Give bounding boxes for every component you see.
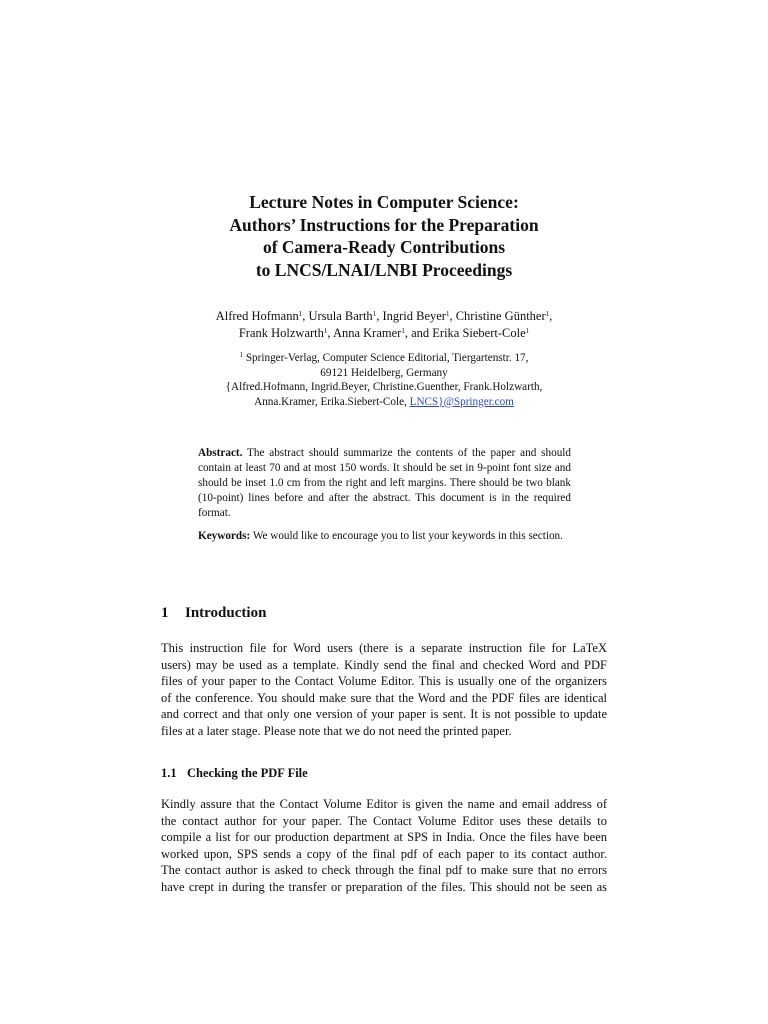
abstract-paragraph (198, 446, 571, 521)
affiliation-mark: 1 (545, 310, 550, 318)
affiliation-emails: Anna.Kramer, Erika.Siebert-Cole, (254, 395, 407, 408)
author-list (160, 308, 608, 342)
paragraph-line: of the conference. You should make sure that the Word and the PDF files are identical (161, 690, 607, 705)
keywords-label: Keywords: (198, 530, 251, 542)
paragraph-line: Kindly assure that the Contact Volume Editor is given the name and email address of (161, 797, 607, 811)
title-line: to LNCS/LNAI/LNBI Proceedings (255, 259, 513, 280)
affiliation-block (160, 351, 608, 409)
email-link[interactable]: LNCS}@Springer.com (409, 395, 514, 408)
paragraph-line: users) may be used as a template. Kindly send the final and checked Word and PDF (161, 657, 607, 672)
author-name: Frank Holzwarth (238, 326, 324, 340)
paragraph-line: have crept in during the transfer or preparation of the files. This should not be seen as (161, 879, 607, 894)
subsection-heading (161, 766, 308, 781)
affiliation-mark: 1 (372, 310, 377, 318)
author-name: Ursula Barth (308, 309, 373, 323)
title-line: Authors’ Instructions for the Preparation (229, 214, 539, 235)
paragraph-line: This instruction file for Word users (there is a separate instruction file for LaTeX (161, 641, 607, 655)
affiliation-line (160, 351, 608, 366)
author-name: Erika Siebert-Cole (432, 326, 526, 340)
abstract-label: Abstract. (198, 447, 243, 459)
abstract-text: The abstract should summarize the contents of the paper and should contain at least 70 and at most 150 words. It should be set in 9-point font size and should be inset 1.0 cm from the right and left margins. There should be two blank (10-point) lines before and after the abstract. This document is in the required format. (198, 447, 571, 519)
author-name: Alfred Hofmann (215, 309, 299, 323)
affiliation-mark: 1 (401, 327, 405, 335)
paragraph-line: worked upon, SPS sends a copy of the final pdf of each paper to its contact author. (161, 846, 607, 861)
author-name: Christine Günther (455, 309, 546, 323)
subsection-paragraph (161, 796, 607, 895)
author-name: Anna Kramer (332, 326, 402, 340)
paragraph-line: compile a list for our production department at SPS in India. Once the files have been (161, 830, 607, 844)
author-line: Frank Holzwarth$^1$, Anna Kramer$^1$, and Erika Siebert-Cole$^1$ (238, 326, 530, 340)
paragraph-line: and correct and that only one version of your paper is sent. It is not possible to update (161, 707, 607, 721)
subsection-title: Checking the PDF File (187, 766, 308, 780)
paper-title (160, 191, 608, 281)
section-heading (161, 605, 266, 622)
affiliation-mark: 1 (445, 310, 450, 318)
keywords-paragraph (198, 529, 571, 544)
section-number: 1 (161, 605, 169, 621)
affiliation-line (160, 395, 608, 410)
subsection-number: 1.1 (161, 766, 177, 780)
paragraph-line: The contact author is asked to check through the final pdf to make sure that no errors (161, 863, 607, 877)
author-name: Ingrid Beyer (382, 309, 446, 323)
abstract-block (198, 446, 571, 544)
section-paragraph (161, 640, 607, 739)
section-title: Introduction (185, 605, 267, 621)
paragraph-line: the contact author for your paper. The Contact Volume Editor uses these details to (161, 813, 607, 828)
paragraph-line: files at a later stage. Please note that we do not need the printed paper. (161, 723, 512, 738)
author-line: Alfred Hofmann$^1$, Ursula Barth$^1$, Ingrid Beyer$^1$, Christine Günther$^1$, (215, 309, 553, 323)
keywords-text: We would like to encourage you to list your keywords in this section. (252, 530, 563, 542)
affiliation-line: 69121 Heidelberg, Germany (320, 366, 448, 379)
author-conjunction: and (411, 326, 430, 340)
paragraph-line: files of your paper to the Contact Volume Editor. This is usually one of the organizers (161, 674, 607, 688)
affiliation-mark: 1 (239, 351, 244, 359)
title-line: of Camera-Ready Contributions (262, 237, 506, 257)
affiliation-mark: 1 (298, 310, 303, 318)
affiliation-address: Springer-Verlag, Computer Science Editorial, Tiergartenstr. 17, (245, 352, 529, 364)
affiliation-line: {Alfred.Hofmann, Ingrid.Beyer, Christine.Guenther, Frank.Holzwarth, (225, 381, 543, 393)
affiliation-mark: 1 (525, 327, 530, 335)
title-line: Lecture Notes in Computer Science: (249, 192, 519, 212)
affiliation-mark: 1 (323, 327, 328, 335)
